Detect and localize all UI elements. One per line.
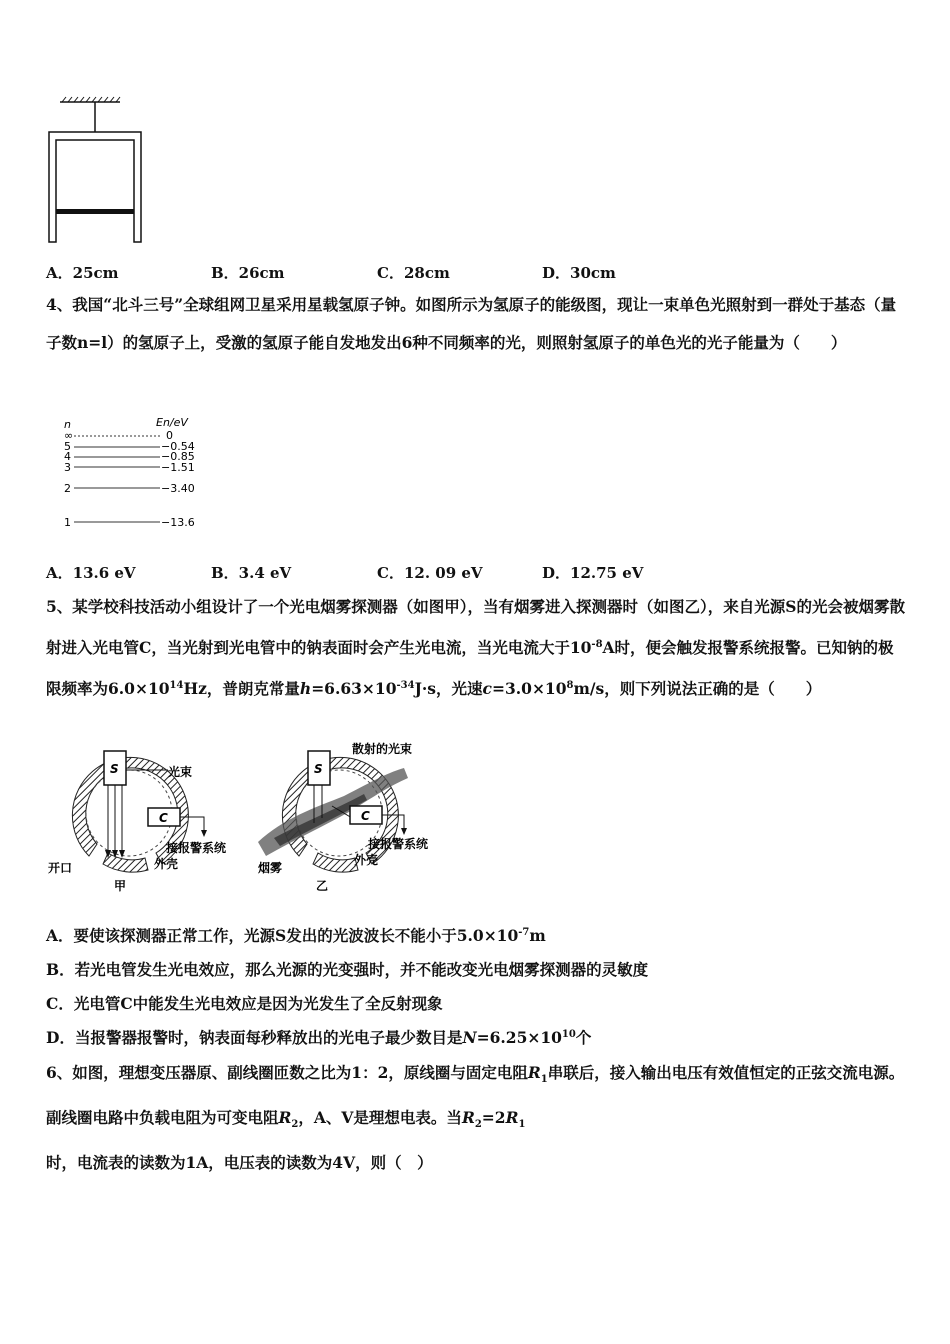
level-n-3: 3 (64, 461, 71, 474)
q4-option-a: A．13.6 eV (46, 564, 136, 582)
level-e-1: −13.6 (161, 516, 195, 529)
q5-option-b: B．若光电管发生光电效应，那么光源的光变强时，并不能改变光电烟雾探测器的灵敏度 (46, 960, 649, 979)
level-n-1: 1 (64, 516, 71, 529)
q4-option-c: C．12. 09 eV (377, 564, 483, 582)
q3-option-d: D．30cm (542, 264, 616, 282)
level-e-5: −0.54 (161, 440, 195, 453)
level-n-inf: ∞ (64, 429, 74, 442)
q5-option-a: A．要使该探测器正常工作，光源S发出的光波波长不能小于$5.0\times 10^{-7}m$ (46, 926, 546, 945)
jia-opening-label: 开口 (48, 861, 73, 875)
level-e-4: −0.85 (161, 450, 195, 463)
energy-axis-label: En/eV (156, 416, 188, 429)
q4-question-text: 4、我国“北斗三号”全球组网卫星采用星载氢原子钟。如图所示为氢原子的能级图，现让一束单色光照射到一群处于基态（量子数n=l）的氢原子上，受激的氢原子能自发地发出6种不同频率的光，则照射氢原子的单色光的光子能量为（ ） (46, 295, 897, 352)
yi-caption: 乙 (316, 879, 329, 893)
jia-caption: 甲 (114, 879, 127, 893)
jia-alarm-label: 接报警系统 (166, 841, 227, 855)
hanging-frame-figure (44, 96, 154, 246)
smoke-detector-figures (44, 738, 464, 898)
q3-option-c: C．28cm (377, 264, 450, 282)
jia-phototube-label: C (159, 811, 168, 825)
q4-option-d: D．12.75 eV (542, 564, 644, 582)
level-n-4: 4 (64, 450, 71, 463)
level-e-2: −3.40 (161, 482, 195, 495)
q3-option-b: B．26cm (211, 264, 285, 282)
jia-source-label: S (110, 762, 119, 776)
figure-jia (48, 751, 226, 893)
yi-shell-label: 外壳 (354, 853, 379, 867)
yi-smoke-label: 烟雾 (258, 861, 283, 875)
q3-option-a: A．25cm (46, 264, 119, 282)
level-n-5: 5 (64, 440, 71, 453)
jia-shell-label: 外壳 (154, 857, 179, 871)
yi-phototube-label: C (361, 809, 370, 823)
q5-question-text: 5、某学校科技活动小组设计了一个光电烟雾探测器（如图甲），当有烟雾进入探测器时（如图乙），来自光源S的光会被烟雾散射进入光电管C，当光射到光电管中的钠表面时会产生光电流，当光电流大于$10^{-8}A$时，便会触发报警系统报警。已知钠的极限频率为$6.0\times 10^{14}Hz$，普朗克常量$h=6.63\times 10^{-34}J\cdot s$，光速$c=3.0\times 10^8m/s$，则下列说法正确的是（ ） (46, 597, 905, 699)
jia-beam-label: 光束 (168, 765, 193, 779)
q5-option-c: C．光电管C中能发生光电效应是因为光发生了全反射现象 (46, 994, 443, 1013)
level-e-inf: 0 (166, 429, 173, 442)
q5-option-d: D．当报警器报警时，钠表面每秒释放出的光电子最少数目是$N=6.25\times 10^{10}$个 (46, 1028, 592, 1047)
q6-question-text: 6、如图，理想变压器原、副线圈匝数之比为1：2，原线圈与固定电阻$R_1$串联后，接入输出电压有效值恒定的正弦交流电源。副线圈电路中负载电阻为可变电阻$R_2$，A、V是理想电表。当$R_2=2R_1$时，电流表的读数为1A，电压表的读数为4V，则（ ） (46, 1063, 905, 1173)
yi-source-label: S (314, 762, 323, 776)
level-n-2: 2 (64, 482, 71, 495)
figure-yi (257, 741, 428, 893)
yi-alarm-label: 接报警系统 (368, 837, 429, 851)
energy-level-diagram (60, 414, 220, 536)
level-e-3: −1.51 (161, 461, 195, 474)
n-axis-label: n (64, 418, 71, 431)
yi-scattered-beam-label: 散射的光束 (352, 742, 413, 756)
q4-option-b: B．3.4 eV (211, 564, 292, 582)
